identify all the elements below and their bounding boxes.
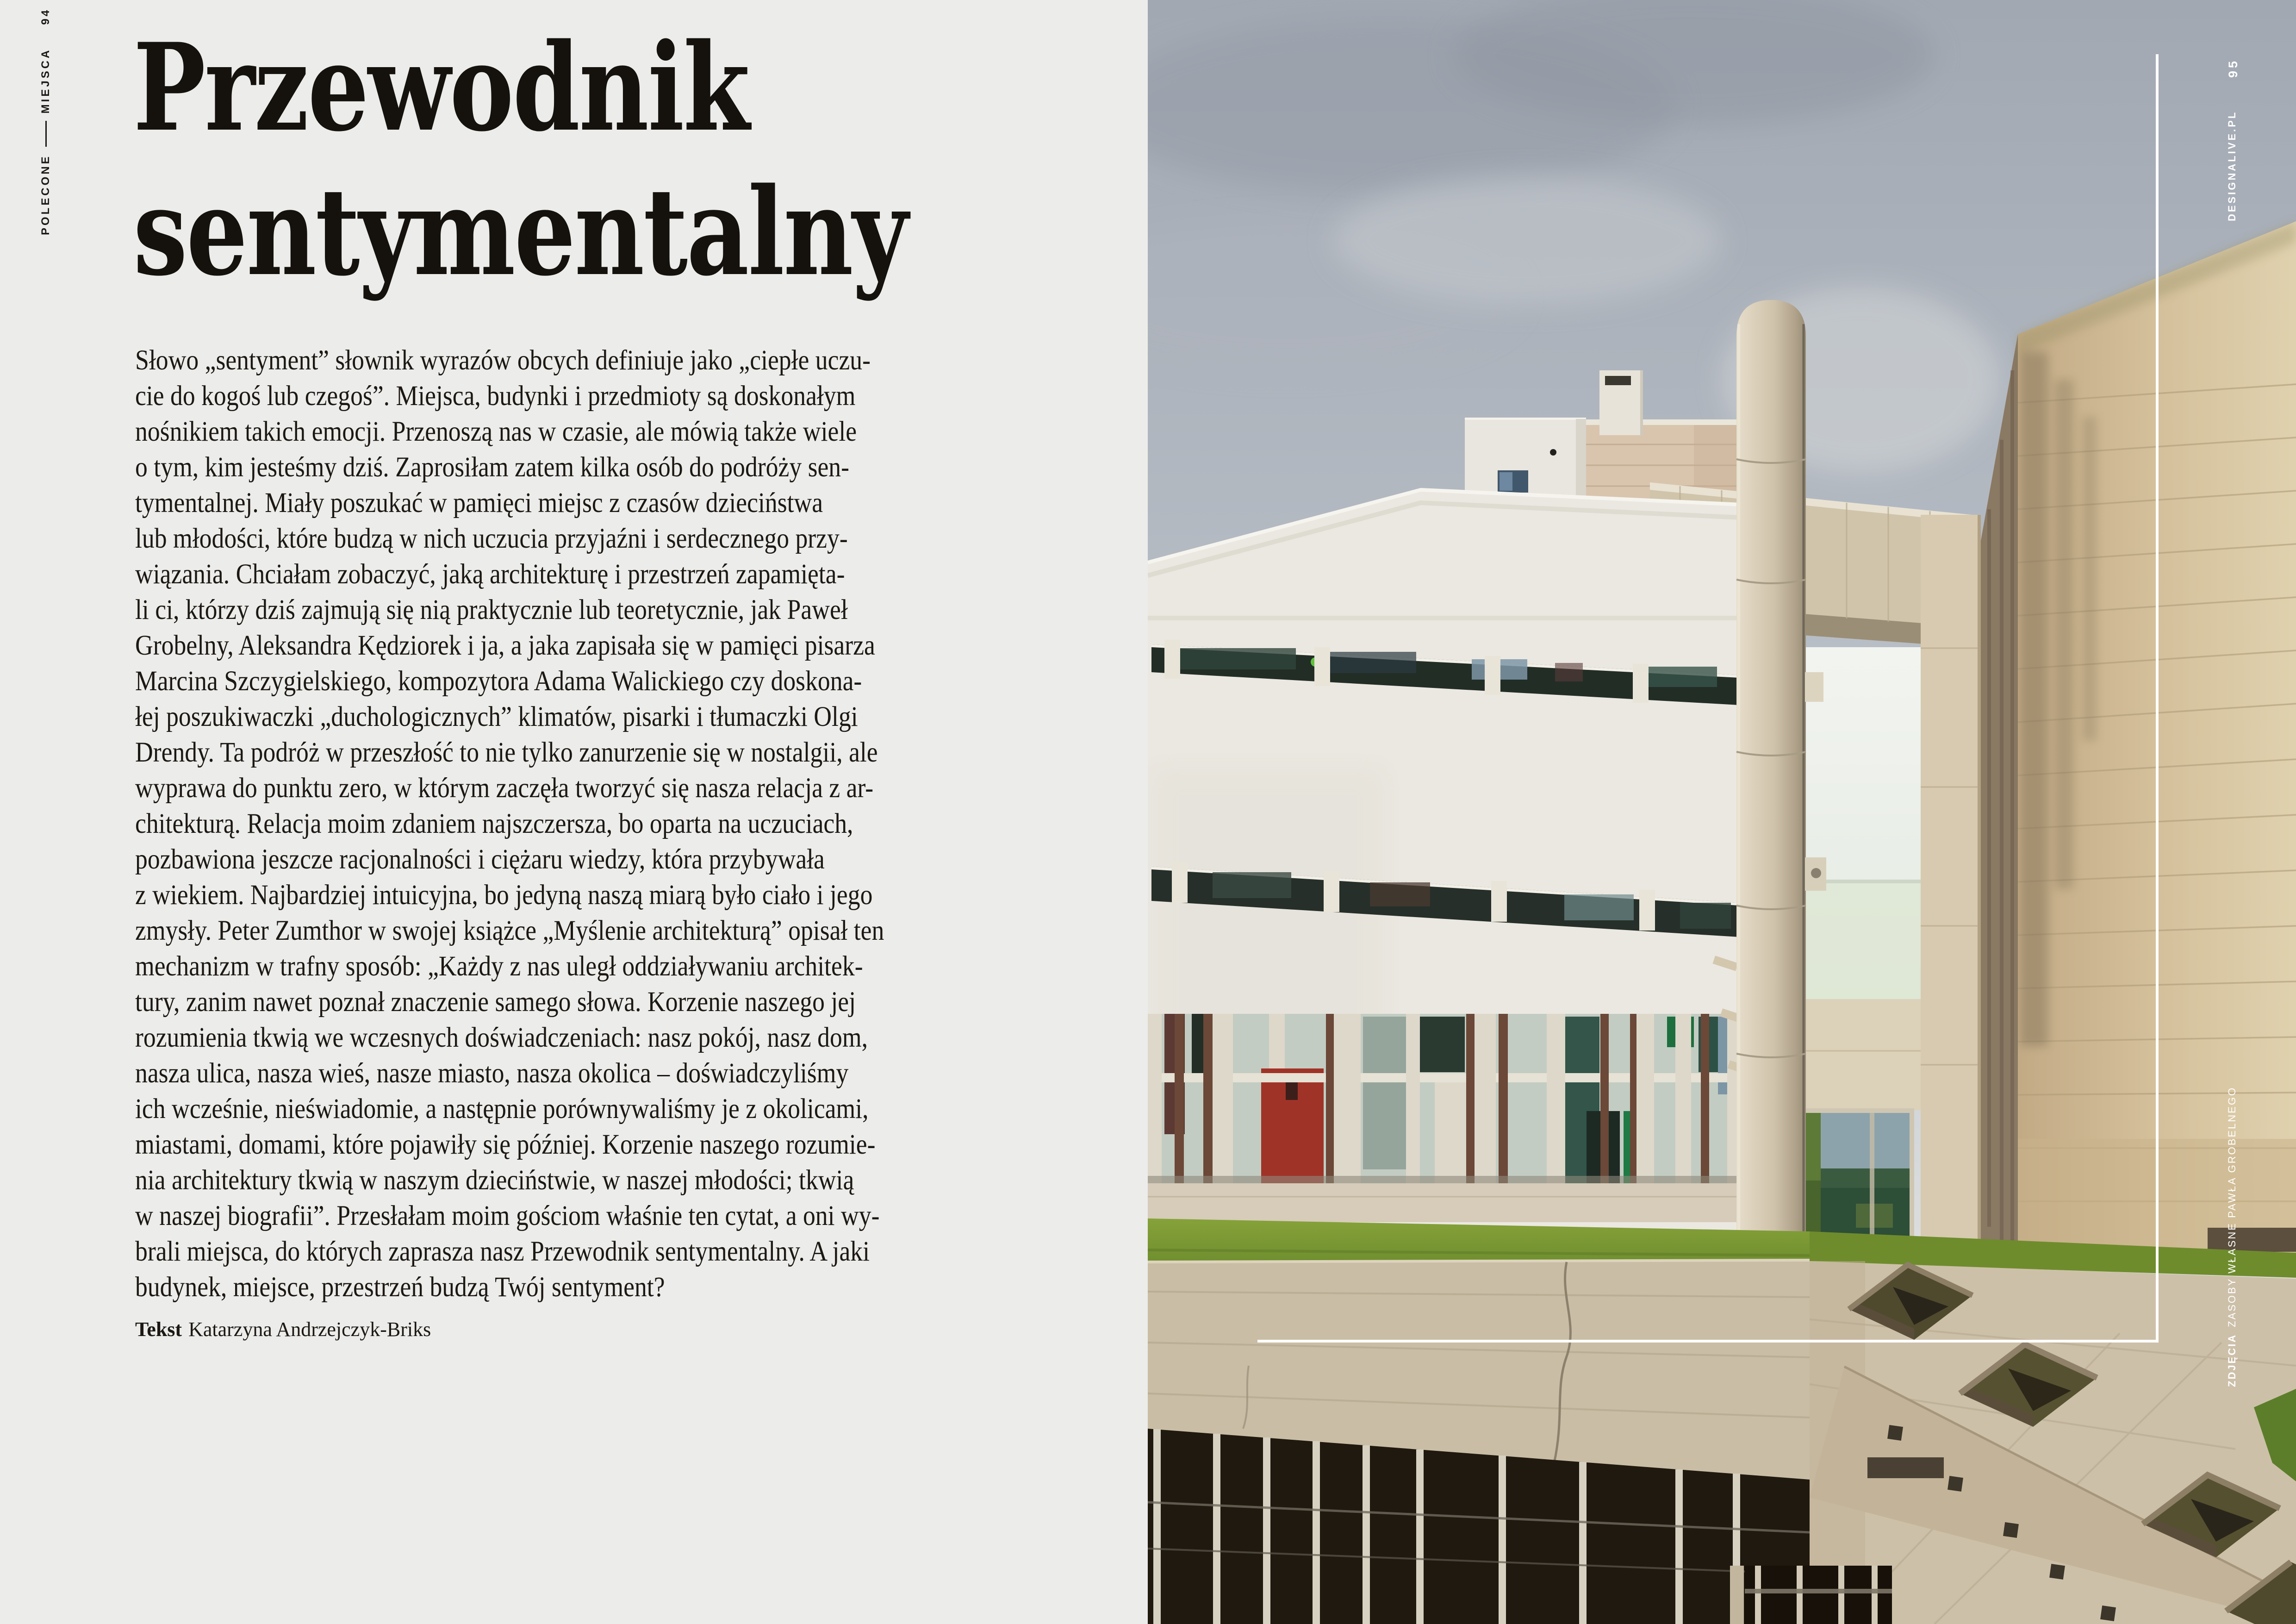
body-line: o tym, kim jesteśmy dziś. Zaprosiłam zatem kilka osób do podróży sen-	[135, 452, 850, 483]
rail-section-label: POLECONE	[39, 154, 52, 235]
lower-glazing-colored-panels	[1148, 1014, 1741, 1186]
photo-la-tourette	[1148, 0, 2296, 1624]
body-line: miastami, domami, które pojawiły się później. Korzenie naszego rozumie-	[135, 1129, 876, 1160]
body-line: tymentalnej. Miały poszukać w pamięci miejsc z czasów dzieciństwa	[135, 487, 823, 518]
body-line: cie do kogoś lub czegoś”. Miejsca, budynki i przedmioty są doskonałym	[135, 381, 856, 412]
body-line: budynek, miejsce, przestrzeń budzą Twój sentyment?	[135, 1272, 665, 1303]
page-number-right: 95	[2226, 58, 2240, 78]
terrace-and-ramp	[1730, 1261, 2296, 1624]
body-line: Słowo „sentyment” słownik wyrazów obcych definiuje jako „ciepłe uczu-	[135, 345, 871, 376]
body-line: brali miejsca, do których zaprasza nasz Przewodnik sentymentalny. A jaki	[135, 1236, 870, 1267]
body-line: nośnikiem takich emocji. Przenoszą nas w czasie, ale mówią także wiele	[135, 416, 857, 447]
body-line: zmysły. Peter Zumthor w swojej książce „Myślenie architekturą” opisał ten	[135, 915, 884, 946]
body-line: rozumienia tkwią we wczesnych doświadczeniach: nasz pokój, nasz dom,	[135, 1022, 868, 1053]
facade-base-band	[1148, 1183, 1741, 1222]
body-line: wiązania. Chciałam zobaczyć, jaką architekturę i przestrzeń zapamięta-	[135, 559, 845, 590]
body-line: chitekturą. Relacja moim zdaniem najszczersza, bo oparta na uczuciach,	[135, 808, 853, 839]
photo-credit-label: ZDJĘCIA	[2226, 1333, 2238, 1387]
article-title-line1: Przewodnik	[133, 17, 749, 158]
byline-label: Tekst	[135, 1318, 182, 1341]
frame-line-vertical	[2156, 54, 2159, 1343]
body-line: Drendy. Ta podróż w przeszłość to nie tylko zanurzenie się w nostalgii, ale	[135, 737, 878, 768]
article-body	[135, 343, 884, 1305]
body-line: Grobelny, Aleksandra Kędziorek i ja, a jaka zapisała się w pamięci pisarza	[135, 630, 875, 661]
body-line: wyprawa do punktu zero, w którym zaczęła tworzyć się nasza relacja z ar-	[135, 773, 874, 804]
page-number-left: 94	[39, 7, 52, 25]
body-line: nia architektury tkwią w naszym dzieciństwie, w naszej młodości; tkwią	[135, 1165, 854, 1196]
body-line: w naszej biografii”. Przesłałam moim gościom właśnie ten cytat, a oni wy-	[135, 1200, 880, 1231]
byline	[135, 1318, 431, 1342]
body-line: łej poszukiwaczki „duchologicznych” klimatów, pisarki i tłumaczki Olgi	[135, 701, 858, 732]
photo-credit	[2226, 1087, 2238, 1387]
barred-opening	[1730, 1566, 1892, 1624]
byline-name: Katarzyna Andrzejczyk-Briks	[188, 1318, 431, 1341]
body-line: nasza ulica, nasza wieś, nasze miasto, nasza okolica – doświadczyliśmy	[135, 1058, 849, 1089]
body-line: li ci, którzy dziś zajmują się nią praktycznie lub teoretycznie, jak Paweł	[135, 594, 848, 625]
frame-line-horizontal	[1257, 1340, 2159, 1343]
shadow-ledge	[1867, 1457, 1944, 1478]
rail-divider	[45, 121, 47, 147]
sidebar-rail	[39, 8, 53, 235]
body-line: lub młodości, które budzą w nich uczucia przyjaźni i serdecznego przy-	[135, 523, 848, 554]
body-line: ich wcześnie, nieświadomie, a następnie porównywaliśmy je z okolicami,	[135, 1093, 869, 1124]
tan-wall	[1981, 221, 2296, 1253]
body-line: pozbawiona jeszcze racjonalności i ciężaru wiedzy, która przybywała	[135, 844, 825, 875]
rail-category-label: MIEJSCA	[39, 48, 52, 114]
monastery-facade	[1148, 490, 1741, 1269]
body-line: z wiekiem. Najbardziej intuicyjna, bo jedyną naszą miarą było ciało i jego	[135, 880, 873, 911]
bird-dot	[1550, 449, 1556, 456]
small-window	[1498, 470, 1528, 493]
site-url: DESIGNALIVE.PL	[2226, 110, 2238, 221]
body-line: Marcina Szczygielskiego, kompozytora Adama Walickiego czy doskona-	[135, 666, 862, 697]
body-line: tury, zanim nawet poznał znaczenie samego słowa. Korzenie naszego jej	[135, 987, 856, 1018]
right-page	[1148, 0, 2296, 1624]
photo-credit-text: ZASOBY WŁASNE PAWŁA GROBELNEGO	[2226, 1086, 2238, 1327]
article-title-line2: sentymentalny	[133, 162, 908, 303]
wall-base-ledge	[2208, 1228, 2296, 1252]
glazed-opening	[1798, 1108, 1914, 1253]
body-line: mechanizm w trafny sposób: „Każdy z nas uległ oddziaływaniu architek-	[135, 951, 863, 982]
article-title	[133, 16, 907, 305]
